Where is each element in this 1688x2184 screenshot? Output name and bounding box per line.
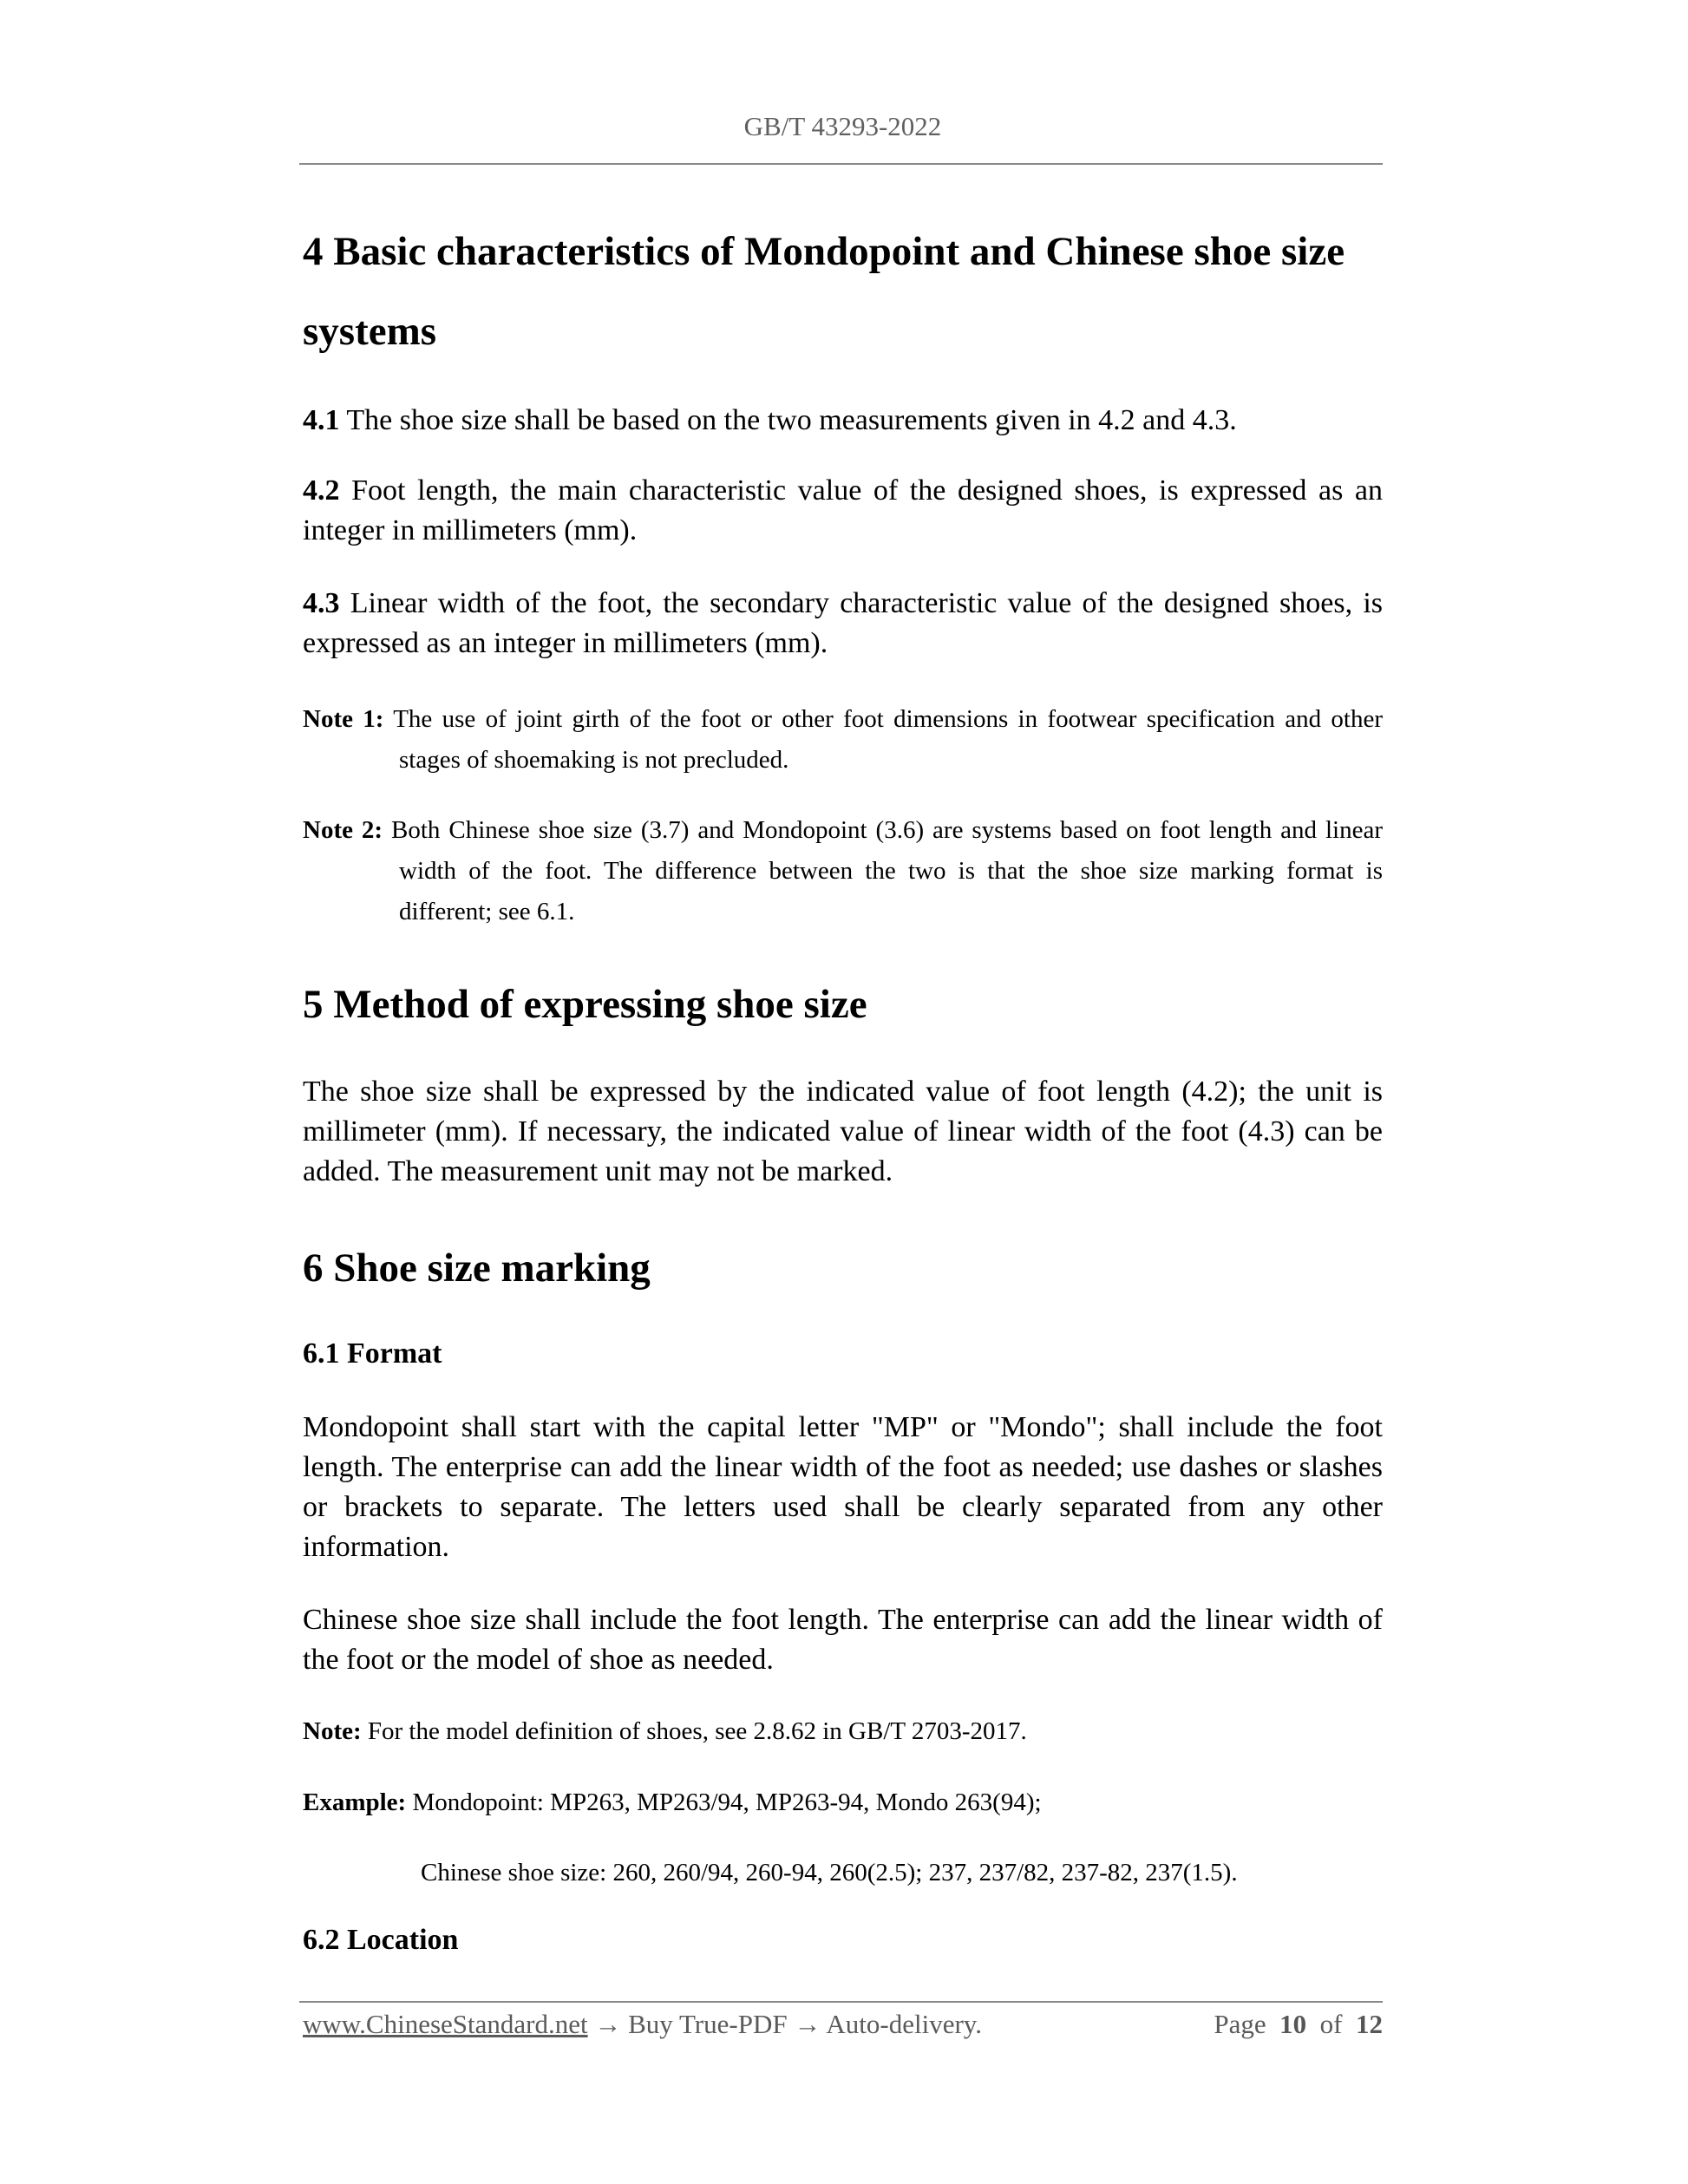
note-1-label: Note 1: xyxy=(303,705,384,733)
clause-4-1-number: 4.1 xyxy=(303,404,340,436)
section-6-heading: 6 Shoe size marking xyxy=(303,1246,651,1291)
footer-divider xyxy=(299,2001,1383,2003)
model-note-label: Note: xyxy=(303,1717,362,1745)
clause-4-2-text: Foot length, the main characteristic value of the designed shoes, is expressed as an integer in millimeters (mm). xyxy=(303,474,1384,546)
section-4-heading xyxy=(303,212,1383,371)
note-1-text: The use of joint girth of the foot or other foot dimensions in footwear specification and other stages of shoemaking is not precluded. xyxy=(393,705,1383,774)
auto-delivery-text: Auto-delivery. xyxy=(826,2009,983,2039)
header-divider xyxy=(299,163,1383,165)
section-6-1-paragraph-1: Mondopoint shall start with the capital letter "MP" or "Mondo"; shall include the foot length. The enterprise can add the linear width of the foot as needed; use dashes or slashes or brackets to separate. The letters used shall be clearly separated from any other information. xyxy=(303,1411,1383,1563)
clause-4-2 xyxy=(303,471,1383,551)
page-footer xyxy=(303,2005,1383,2043)
note-2-text: Both Chinese shoe size (3.7) and Mondopoint (3.6) are systems based on foot length and linear width of the foot. The difference between the two is that the shoe size marking format is different; see 6.1. xyxy=(391,816,1383,925)
model-note-text: For the model definition of shoes, see 2.8.62 in GB/T 2703-2017. xyxy=(367,1717,1027,1745)
note-2 xyxy=(303,810,1383,932)
clause-4-1 xyxy=(303,401,1383,441)
subsection-6-1-heading: 6.1 Format xyxy=(303,1337,442,1370)
site-link[interactable]: www.ChineseStandard.net xyxy=(303,2009,588,2039)
note-1 xyxy=(303,699,1383,781)
section-5-text: The shoe size shall be expressed by the indicated value of foot length (4.2); the unit is millimeter (mm). If necessary, the indicated value of linear width of the foot (4.3) can be added. The measurement unit may not be marked. xyxy=(303,1076,1383,1187)
arrow-right-icon: → xyxy=(594,2009,622,2039)
section-6-1-paragraph-2: Chinese shoe size shall include the foot length. The enterprise can add the linear width of the foot or the model of shoe as needed. xyxy=(303,1604,1383,1676)
clause-4-2-number: 4.2 xyxy=(303,474,340,507)
section-4-heading-line1: 4 Basic characteristics of Mondopoint and Chinese shoe size xyxy=(303,229,1345,274)
subsection-6-2-heading: 6.2 Location xyxy=(303,1924,459,1956)
model-note xyxy=(303,1714,1027,1749)
header-standard-code: GB/T 43293-2022 xyxy=(743,111,942,141)
buy-true-pdf-text: Buy True-PDF xyxy=(628,2009,788,2039)
example-chinese-size: Chinese shoe size: 260, 260/94, 260-94, 260(2.5); 237, 237/82, 237-82, 237(1.5). xyxy=(421,1859,1238,1886)
section-5-heading: 5 Method of expressing shoe size xyxy=(303,982,867,1027)
clause-4-3-number: 4.3 xyxy=(303,587,340,619)
note-2-label: Note 2: xyxy=(303,816,383,844)
example-mondopoint xyxy=(303,1785,1042,1820)
current-page-number: 10 xyxy=(1279,2009,1307,2039)
clause-4-3-text: Linear width of the foot, the secondary characteristic value of the designed shoes, is expressed as an integer in millimeters (mm). xyxy=(303,587,1383,659)
clause-4-1-text: The shoe size shall be based on the two measurements given in 4.2 and 4.3. xyxy=(346,404,1237,436)
example-mondopoint-text: Mondopoint: MP263, MP263/94, MP263-94, Mondo 263(94); xyxy=(412,1788,1042,1816)
clause-4-3 xyxy=(303,584,1383,664)
of-word: of xyxy=(1319,2009,1343,2039)
page-word: Page xyxy=(1214,2009,1266,2039)
section-4-heading-line2: systems xyxy=(303,309,437,354)
total-page-count: 12 xyxy=(1356,2009,1383,2039)
page-counter xyxy=(1214,2005,1383,2043)
arrow-right-icon: → xyxy=(794,2009,821,2039)
example-label: Example: xyxy=(303,1788,407,1816)
